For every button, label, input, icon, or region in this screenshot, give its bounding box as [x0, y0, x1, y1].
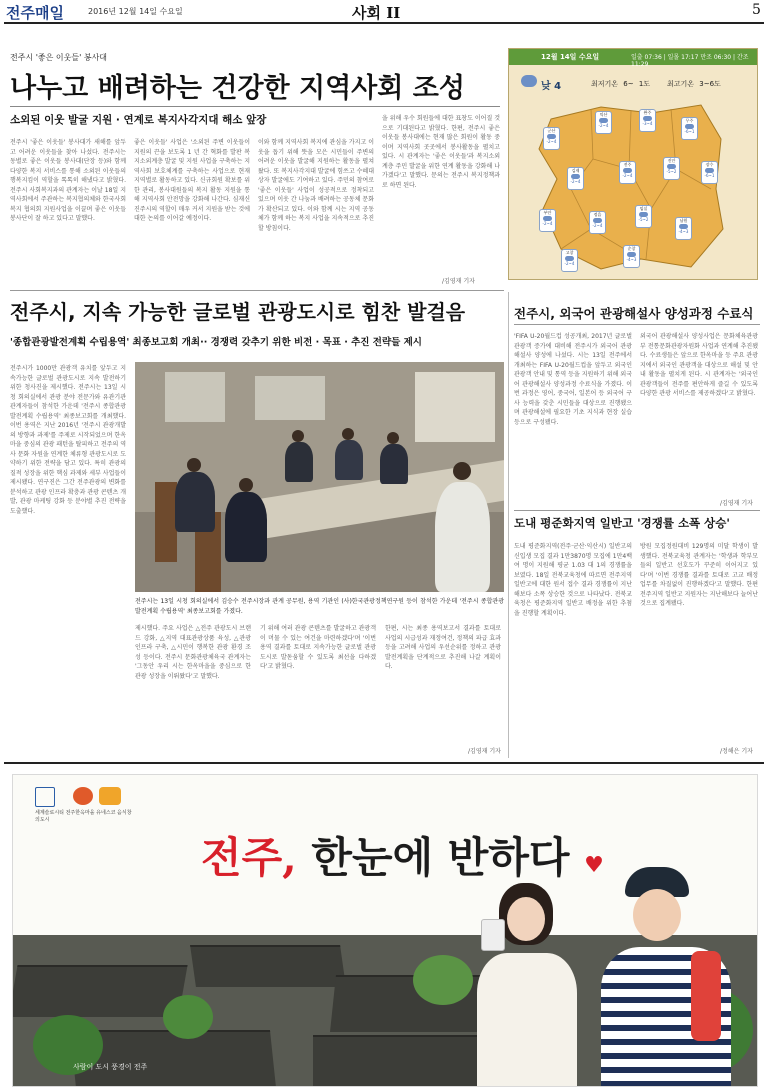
story3-column-2: 외국어 관광해설사 양성사업은 문화체육관광부 전통문화관광자원화 사업과 연계해 추진됐다. 수료생들은 앞으로 한옥마을 등 주요 관광지에서 외국인 관광객을 대상으로 해설 및 안내 활동을 펼치게 된다. 시 관계자는 '외국인 관광객들이 전주를 편안하게 즐길 수 있도록 다양한 관광 서비스를 제공하겠다'고 밝혔다. [640, 333, 758, 397]
region-name: 임실 [639, 206, 648, 211]
weather-region [567, 167, 584, 190]
ad-slogan-phrase: 한눈에 반하다 [311, 833, 570, 882]
weather-low: 최저기온 6~ 1도 [591, 80, 651, 88]
attendee-head [187, 458, 201, 472]
tree [413, 955, 473, 1005]
unesco-logo-icon [35, 787, 55, 807]
weather-region [639, 109, 656, 132]
weather-region [561, 249, 578, 272]
weather-region [635, 205, 652, 228]
weather-header-bar [509, 49, 757, 68]
story2-bottom-column-3: 한편, 시는 최종 용역보고서 결과를 토대로 사업의 시급성과 재정여건, 정책의 파급 효과 등을 고려해 사업의 우선순위를 정하고 관광발전계획을 단계적으로 추진해 나갈 계획이다. [385, 625, 501, 670]
tourism-advertisement [12, 774, 758, 1087]
hanok-roof [12, 965, 188, 1017]
story3-column-1: 'FIFA U-20월드컵 성공개최, 2017년 글로벌 관광객 증가에 대비해 전주시가 외국어 관광해설사 양성에 나섰다. 시는 13일 전주에서 개최하는 FIFA U-20월드컵을 앞두고 외국인 관광객 안내 및 통역 등을 지원하기 위해 외국어 관광해설사 양성과정 수료식을 가졌다. 이번 과정은 영어, 중국어, 일본어 등 외국어 구사 능력을 갖춘 시민들을 대상으로 진행됐으며 관광해설에 필요한 기초 지식과 현장 실습 등으로 구성됐다. [514, 333, 632, 426]
region-temp: -3~4 [642, 121, 653, 126]
photo-screen [415, 372, 495, 442]
weather-region [623, 245, 640, 268]
region-temp: -6~1 [684, 129, 695, 134]
story1-kicker: 전주시 '좋은 이웃들' 봉사대 [10, 53, 108, 62]
story1-column-2: 좋은 이웃들' 사업은 '소외된 주변 이웃들이 지원의 끈을 보도록 1 년 간 혁화를 발판 복지소외계층 발굴 및 지원 사업을 구축하는 지역사회 보호체계를 구축하는 사업으로 현재 지역별로 활동하고 있다. 신규회원 확보를 위한 관리, 봉사대원들의 복지 활동 지원을 통해 지역사회 안전망을 강화해 나간다. 심재신 진주시의 역할이 매우 커서 지원을 받는 것에 대한 논의를 이어갈 예정이다. [134, 139, 250, 222]
attendee [335, 440, 363, 480]
weather-sun-times: 일출 07:36 | 일몰 17:17 만조 06:30 | 간조 11:29 [631, 54, 749, 68]
weather-region [539, 209, 556, 232]
attendee [225, 492, 267, 562]
story1-subhead: 소외된 이웃 발굴 지원 · 연계로 복지사각지대 해소 앞장 [10, 114, 267, 126]
story2-subhead: '종합관광발전계획 수립용역' 최종보고회 개최·· 경쟁력 갖추기 위한 비전 · 목표 · 추진 전략들 제시 [10, 337, 422, 348]
story3-headline: 전주시, 외국어 관광해설사 양성과정 수료식 [514, 306, 754, 321]
story1-column-3: 이와 함께 지역사회 복지에 관심을 가지고 이웃을 돕기 위해 뜻을 모은 시민들이 주변의 어려운 이웃을 발굴해 지원하는 활동을 펼쳐왔다. 또 복지사각지대 발굴에 힘쓰고 수혜대상자 발굴에도 기여하고 있다. 주민의 참여로 '좋은 이웃들' 사업이 성공적으로 정착되고 있으며 이웃 간 나눔과 배려하는 공동체 문화가 확산되고 있다. 이와 함께 시는 지역 공동체가 함께 하는 복지 사업을 지속적으로 추진할 방침이다. [258, 139, 374, 232]
camera-icon [481, 919, 505, 951]
region-temp: -6~1 [704, 173, 715, 178]
story2-top-rule [10, 290, 504, 291]
region-name: 정읍 [593, 212, 602, 217]
region-name: 전주 [623, 162, 632, 167]
story1-column-1: 전주시 '좋은 이웃들' 봉사대가 새해를 앞두고 어려운 이웃들을 찾아 나섰다. 전주시는 동별로 좋은 이웃들 봉사대(단장 등)와 함께 다양한 복지 서비스를 통해 소외된 이웃들의 행복지킴이 역할을 톡톡히 해냈다고 밝혔다. 전주시 사회복지과의 관계자는 이날 18일 지역사회에서 주관하는 복지협의체와 한국사회복지 협의회 지원사업을 이끌며 좋은 이웃들 봉사단이 잘 하고 있다고 말했다. [10, 139, 126, 222]
story3-byline: /김영재 기자 [720, 500, 753, 507]
region-temp: -2~4 [546, 139, 557, 144]
hanok-roof [190, 945, 346, 987]
photo-window [165, 372, 225, 422]
ad-logo-caption: 세계슬로시티 전주한옥마을 유네스코 음식창의도시 [35, 810, 132, 823]
story1-rule [10, 106, 500, 107]
photo-window [255, 376, 325, 420]
meeting-photo [135, 362, 504, 592]
ad-photo-caption: 사람이 도시 풍경이 전주 [73, 1063, 148, 1071]
story2-byline: /김영재 기자 [468, 748, 501, 755]
issue-date: 2016년 12월 14일 수요일 [88, 7, 183, 16]
attendee-head [387, 432, 399, 444]
weather-region [595, 111, 612, 134]
region-name: 진안 [667, 158, 676, 163]
region-name: 군산 [547, 128, 556, 133]
region-temp: -4~3 [626, 257, 637, 262]
weather-region [681, 117, 698, 140]
region-temp: -2~4 [622, 173, 633, 178]
region-name: 순창 [627, 246, 636, 251]
region-name: 부안 [543, 210, 552, 215]
section-name: 사회 II [352, 4, 401, 22]
newspaper-brand: 전주매일 [6, 4, 64, 22]
story1-column-4: 을 위해 우수 회원들에 대한 표창도 이어질 것으로 기대된다고 밝혔다. 한편, 전주시 좋은 이웃들 봉사대에는 현재 많은 회원이 활동 중이며 지역사회 곳곳에서 봉사활동을 펼치고 있다. 시 관계자는 '좋은 이웃들'과 복지소외계층 주민 발굴을 위한 연계 활동을 강화해 나가겠다'고 말했다. 문의는 전주시 복지정책과로 하면 된다. [382, 115, 500, 189]
weather-region [675, 217, 692, 240]
region-temp: -2~4 [570, 179, 581, 184]
attendee [175, 472, 215, 532]
region-name: 남원 [679, 218, 688, 223]
tree [163, 995, 213, 1039]
region-name: 고창 [565, 250, 574, 255]
region-temp: -2~4 [598, 123, 609, 128]
story2-left-column: 전주시가 1000만 관광객 유치를 앞두고 지속가능한 글로벌 관광도시로 지속 발전하기 위한 청사진을 제시했다. 전주시는 13일 시청 회의실에서 관광 분야 전문가와 유관기관 관계자들이 참석한 가운데 '전주시 종합관광발전계획 수립용역' 최종보고회를 개최했다. 이번 용역은 지난 2016년 '전주시 관광개발의 방향과 과제'를 주제로 시작되었으며 한옥마을 중심의 관광 패턴을 탈피하고 전주의 역사 문화 자원을 연계한 체류형 관광도시로 도약하기 위한 전략을 담고 있다. 특히 관광의 질적 성장을 위한 핵심 과제와 세부 사업들이 제시됐다. 연구진은 그간 전주관광의 변화를 분석하고 관광 인프라 확충과 관광 콘텐츠 개발, 관광 마케팅 강화 등 분야별 추진 전략을 도출했다. [10, 365, 126, 515]
attendee-head [453, 462, 471, 480]
region-temp: -2~4 [542, 221, 553, 226]
attendee-head [239, 478, 253, 492]
region-temp: -2~4 [564, 261, 575, 266]
weather-date: 12월 14일 수요일 [541, 53, 600, 61]
heart-icon: ♥ [584, 852, 604, 878]
story2-bottom-column-1: 제시했다. 주요 사업은 △전주 관광도시 브랜드 강화, △지역 대표관광상품 육성, △관광 인프라 구축, △시민이 행복한 관광 환경 조성 등이다. 전주시 문화관광체육국 관계자는 '그동안 우리 시는 한옥마을을 중심으로 한 관광 성장을 이뤄왔다'고 말했다. [135, 625, 251, 680]
weather-region [663, 157, 680, 180]
attendee [285, 442, 313, 482]
story2-bottom-column-2: 기 위해 여러 관광 콘텐츠를 발굴하고 관광객이 머물 수 있는 여건을 마련하겠다'며 '이번 용역 결과를 토대로 지속가능한 글로벌 관광도시로 발돋움할 수 있도록 최선을 다하겠다'고 밝혔다. [260, 625, 376, 670]
chair [155, 482, 177, 562]
ad-separator-rule [4, 762, 764, 764]
man-model [601, 867, 731, 1086]
story4-top-rule [514, 510, 760, 511]
column-divider [508, 292, 509, 758]
woman-model [471, 883, 581, 1086]
region-name: 장수 [705, 162, 714, 167]
photo-caption: 전주시는 13일 시청 회의실에서 김승수 전주시장과 관계 공무원, 용역 기관인 (사)한국관광정책연구원 등이 참석한 가운데 '전주시 종합관광발전계획 수립용역' 최종보고회를 가졌다. [135, 598, 504, 615]
story1-byline: /김영재 기자 [442, 278, 475, 285]
attendee-head [342, 428, 354, 440]
story4-column-2: 방원 모집정원대비 129명의 미달 학생이 발생했다. 전북교육청 관계자는 '학생과 학부모들의 일반고 선호도가 꾸준히 이어지고 있다'며 '이번 경쟁률 결과를 토대로 고교 배정 업무를 차질없이 진행하겠다'고 말했다. 한편 전주지역 일반고 지원자는 지난해보다 늘어난 것으로 집계됐다. [640, 543, 758, 607]
story3-rule [514, 324, 760, 325]
region-name: 익산 [599, 112, 608, 117]
masthead [0, 0, 768, 22]
attendee [380, 444, 408, 484]
region-name: 김제 [571, 168, 580, 173]
weather-high: 최고기온 3~6도 [667, 80, 721, 88]
story4-headline: 도내 평준화지역 일반고 '경쟁률 소폭 상승' [514, 516, 730, 530]
cloud-icon [521, 75, 537, 87]
masthead-rule [4, 22, 764, 24]
slow-city-logo-icon [73, 787, 93, 805]
weather-box [508, 48, 758, 280]
story4-column-1: 도내 평준화지역(전주·군산·익산시) 일반고의 신입생 모집 결과 1만3870명 모집에 1만4백여 명이 지원해 평균 1.03 대 1의 경쟁률을 보였다. 18일 전북교육청에 따르면 전주지역 일반고에 대한 원서 접수 결과 경쟁률이 지난해보다 소폭 상승한 것으로 나타났다. 전북교육청은 평준화지역 일반고 배정을 위한 추첨을 진행할 계획이다. [514, 543, 632, 617]
region-name: 무주 [685, 118, 694, 123]
page-number: 5 [752, 2, 761, 18]
region-name: 완주 [643, 110, 652, 115]
hanok-roof [313, 1035, 493, 1087]
story1-headline: 나누고 배려하는 건강한 지역사회 조성 [10, 73, 465, 104]
attendee [435, 482, 490, 592]
weather-today: 낮 4 [541, 81, 562, 92]
ad-slogan [201, 825, 604, 885]
city-logo-icon [99, 787, 121, 805]
story4-byline: /정해은 기자 [720, 748, 753, 755]
ad-slogan-city: 전주, [201, 833, 297, 882]
story2-headline: 전주시, 지속 가능한 글로벌 관광도시로 힘찬 발걸음 [10, 300, 466, 324]
backpack-icon [691, 951, 721, 1041]
attendee-head [292, 430, 304, 442]
weather-region [619, 161, 636, 184]
region-temp: -5~2 [638, 217, 649, 222]
weather-region [701, 161, 718, 184]
weather-region [543, 127, 560, 150]
region-temp: -5~2 [666, 169, 677, 174]
weather-region [589, 211, 606, 234]
region-temp: -4~3 [678, 229, 689, 234]
region-temp: -2~4 [592, 223, 603, 228]
